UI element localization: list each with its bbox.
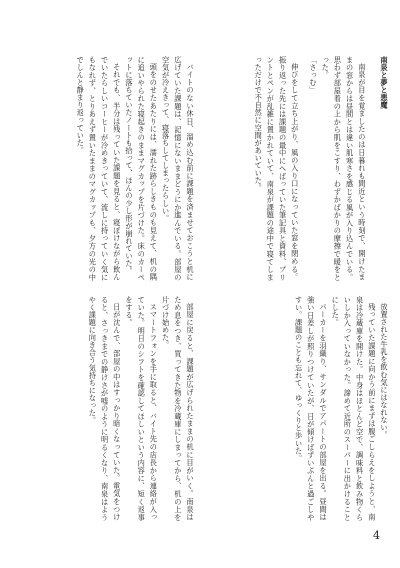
page-number: 4 bbox=[373, 529, 380, 542]
paragraph: 放置された牛乳を飲む気にはなれない。 bbox=[380, 303, 389, 440]
paragraph: スマートフォンを手に取ると、バイト先の店長から連絡が入っていた。明日のシフトを確認してほしいという内容に、短く返事をする。 bbox=[124, 296, 159, 521]
paragraph: 部屋に戻ると、課題が広げられたままの机に目がいく。南泉はため息をつき、買ってきた物を冷蔵庫にしまってから、机の上を片づけ始めた。 bbox=[161, 296, 195, 521]
paragraph: 日が沈んで、部屋の中はすっかり暗くなっていた。電気をつけると、さっきまでの静けさが嘘のように明るくなり、南泉はようやく課題に向き合う気持ちになった。 bbox=[88, 296, 122, 521]
paragraph: パーカーを羽織り、サンダルでアパートの部屋を出る。昼間は強い日差しが照りつけていたが、日が傾けばずいぶんと過ごしやすい。課題のことも忘れて、ゆっくりと歩いた。 bbox=[294, 296, 328, 521]
paragraph: それでも、半分は残っていた課題を見ると、寝ぼけながら飲んでいたらしいコーヒーが冷めきっていて、流しに持っていく気にもなれず、とりあえず置いたままのマグカップも、夕方の光の中でしんと静まり返っていた。 bbox=[76, 56, 122, 281]
story-title: 南泉と夢と悪魔 bbox=[380, 56, 389, 109]
paragraph: バイトのない休日、溜め込む前に課題を済ませておこうと机に広げていた課題は、記憶にないままどうにか進んでいる。部屋の空気が冷えきって、寝落ちしてしまったらしい。 bbox=[161, 56, 195, 281]
paragraph: 残っていた課題に向かう前にまずは腹ごしらえをしようと、南泉は冷蔵庫を開けた。中身はほとんど空で、調味料と飲み物くらいしか入っていなかった。諦めて近所のスーパーに出かけることにした。 bbox=[331, 296, 377, 521]
text-column-left-top bbox=[12, 56, 196, 281]
paragraph: 頭をのせたあたりには、濡れた跡らしきものも見えて、机の隅に追いやられた寝起きのままマグカップを片づけた。床のカーペットに落ちていたノートも拾って、ほんの少し形が崩れていた。 bbox=[124, 56, 159, 281]
text-column-right-top bbox=[206, 56, 390, 281]
text-column-left-bottom bbox=[12, 296, 196, 521]
paragraph: 南泉が目を覚ましたのは日暮れも間近という時刻で、開けたままの窓からは昼間とは違い肌寒さを感じる風が入り込んでいる。思わず部屋着の上から肌をこすり、わずかばかりの摩擦で暖をとった。 bbox=[321, 56, 367, 281]
paragraph: 伸びをして立ち上がり、風の入り口になっていた窓を閉める。振り返った先には課題の最中にへばっていた筆記具と資料、プリントとペンが乱雑に置かれていて、南泉が課題の途中で寝てしまっただけで不自然に空間があいていた。 bbox=[254, 56, 300, 281]
paragraph-dialogue: 「さっむ」 bbox=[308, 56, 318, 94]
text-column-right-bottom bbox=[206, 296, 390, 521]
